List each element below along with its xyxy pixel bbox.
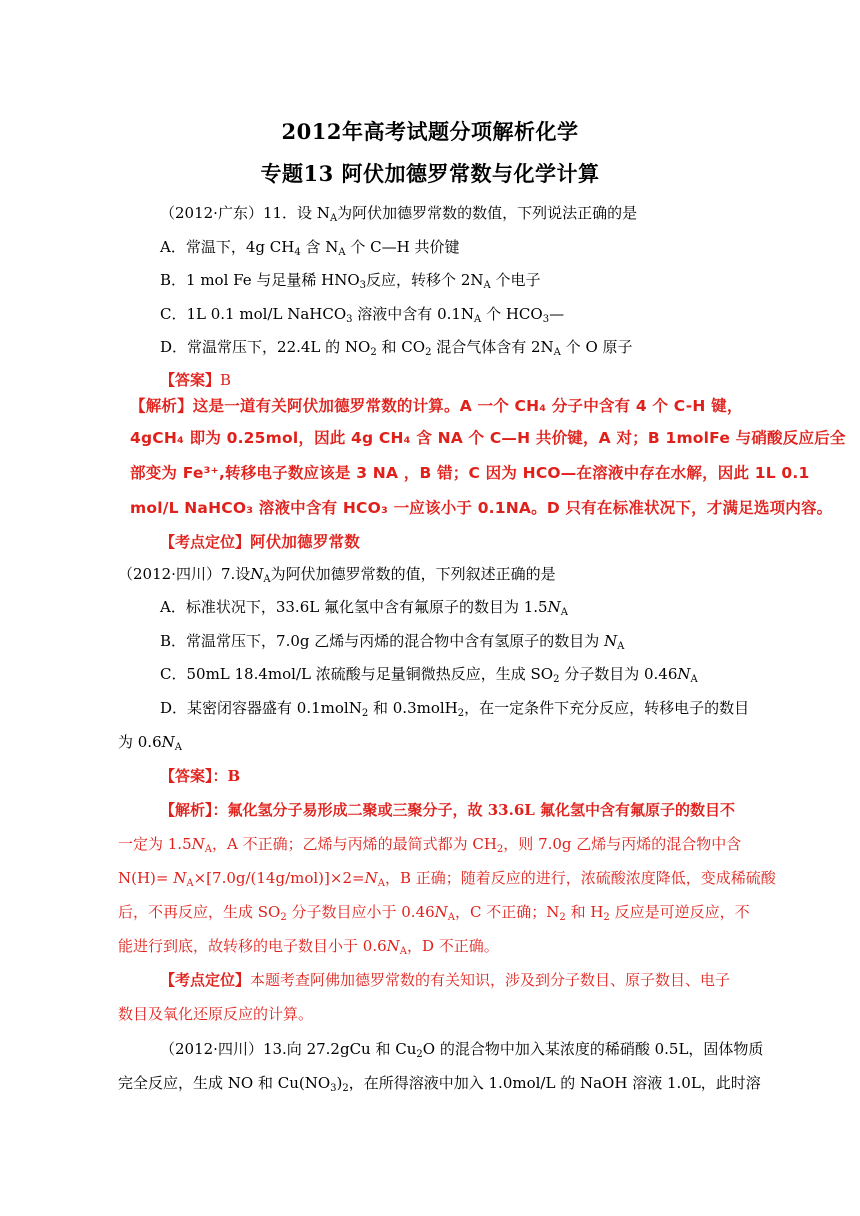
q2-analysis-line-1: 【解析】：氟化氢分子易形成二聚或三聚分子，故 33.6L 氟化氢中含有氟原子的数目不 [160,801,736,819]
q1-option-a: A．常温下，4g $CH_4$ 含 $N_A$ 个 C—H 共价键 [160,238,460,258]
q2-option-d: D．某密闭容器盛有 0.1molN$_2$ 和 0.3molH$_2$，在一定条件下充分反应，转移电子的数目 [160,699,750,719]
q1-stem: （2012·广东）11．设 $N_A$为阿伏加德罗常数的数值，下列说法正确的是 [160,204,638,224]
q1-key-point: 【考点定位】阿伏加德罗常数 [160,533,360,551]
q2-option-a: A．标准状况下，33.6L 氟化氢中含有氟原子的数目为 $1.5N_A$ [160,598,568,618]
q2-analysis-line-3: $N(H)= N_A\times[7.0g/(14g/mol)]\times 2=N_A$，B 正确；随着反应的进行，浓硫酸浓度降低，变成稀硫酸 [118,869,776,889]
q2-key-point-line-1: 【考点定位】本题考查阿佛加德罗常数的有关知识，涉及到分子数目、原子数目、电子 [160,971,731,989]
q3-stem-line-1: （2012·四川）13.向 27.2gCu 和 $Cu_2O$ 的混合物中加入某浓度的稀硝酸 0.5L，固体物质 [160,1040,764,1060]
q2-analysis-line-4: 后，不再反应，生成 $SO_2$ 分子数目应小于 $0.46N_A$，C 不正确；$N_2$ 和 $H_2$ 反应是可逆反应，不 [118,903,750,923]
q2-answer: 【答案】：B [160,767,241,785]
document-title: 2012年高考试题分项解析化学 [281,119,579,144]
section-title: 专题13 阿伏加德罗常数与化学计算 [260,161,600,186]
q2-analysis-line-2: 一定为 $1.5N_A$，A 不正确；乙烯与丙烯的最简式都为 $CH_2$，则 7.0g 乙烯与丙烯的混合物中含 [118,835,742,855]
q1-option-c: C．1L 0.1 mol/L NaHCO$_3$ 溶液中含有 $0.1N_A$ 个 $HCO_3—$ [160,305,565,325]
q2-stem: （2012·四川）7.设$N_A$为阿伏加德罗常数的值，下列叙述正确的是 [118,565,556,585]
q2-key-point-line-2: 数目及氧化还原反应的计算。 [118,1005,314,1023]
q2-option-c: C．50mL 18.4mol/L 浓硫酸与足量铜微热反应，生成 $SO_2$ 分子数目为 $0.46N_A$ [160,665,698,685]
q1-answer: 【答案】B [160,371,232,389]
q2-analysis-line-5: 能进行到底，故转移的电子数目小于 $0.6N_A$，D 不正确。 [118,937,499,957]
q1-analysis-line-4: mol/L NaHCO₃ 溶液中含有 HCO₃ 一应该小于 0.1NA。D 只有在标准状况下，才满足选项内容。 [130,499,833,517]
q1-option-b: B．1 mol Fe 与足量稀 $HNO_3$反应，转移个 $2N_A$ 个电子 [160,271,541,291]
q1-analysis-line-1: 【解析】这是一道有关阿伏加德罗常数的计算。A 一个 CH₄ 分子中含有 4 个 C-H 键， [130,397,743,415]
q3-stem-line-2: 完全反应，生成 NO 和 $Cu(NO_3)_2$，在所得溶液中加入 1.0mol/L 的 NaOH 溶液 1.0L，此时溶 [118,1074,761,1094]
q1-analysis-line-2: 4gCH₄ 即为 0.25mol，因此 4g CH₄ 含 NA 个 C—H 共价键，A 对；B 1molFe 与硝酸反应后全 [130,429,846,447]
q1-option-d: D．常温常压下，22.4L 的 $NO_2$ 和 $CO_2$ 混合气体含有 $2N_A$ 个 O 原子 [160,338,633,358]
q2-option-b: B．常温常压下，7.0g 乙烯与丙烯的混合物中含有氢原子的数目为 $N_A$ [160,632,625,652]
q1-analysis-line-3: 部变为 Fe³⁺,转移电子数应该是 3 NA ，B 错；C 因为 HCO—在溶液中存在水解，因此 1L 0.1 [130,464,810,482]
q2-option-d-cont: 为 $0.6N_A$ [118,733,182,753]
